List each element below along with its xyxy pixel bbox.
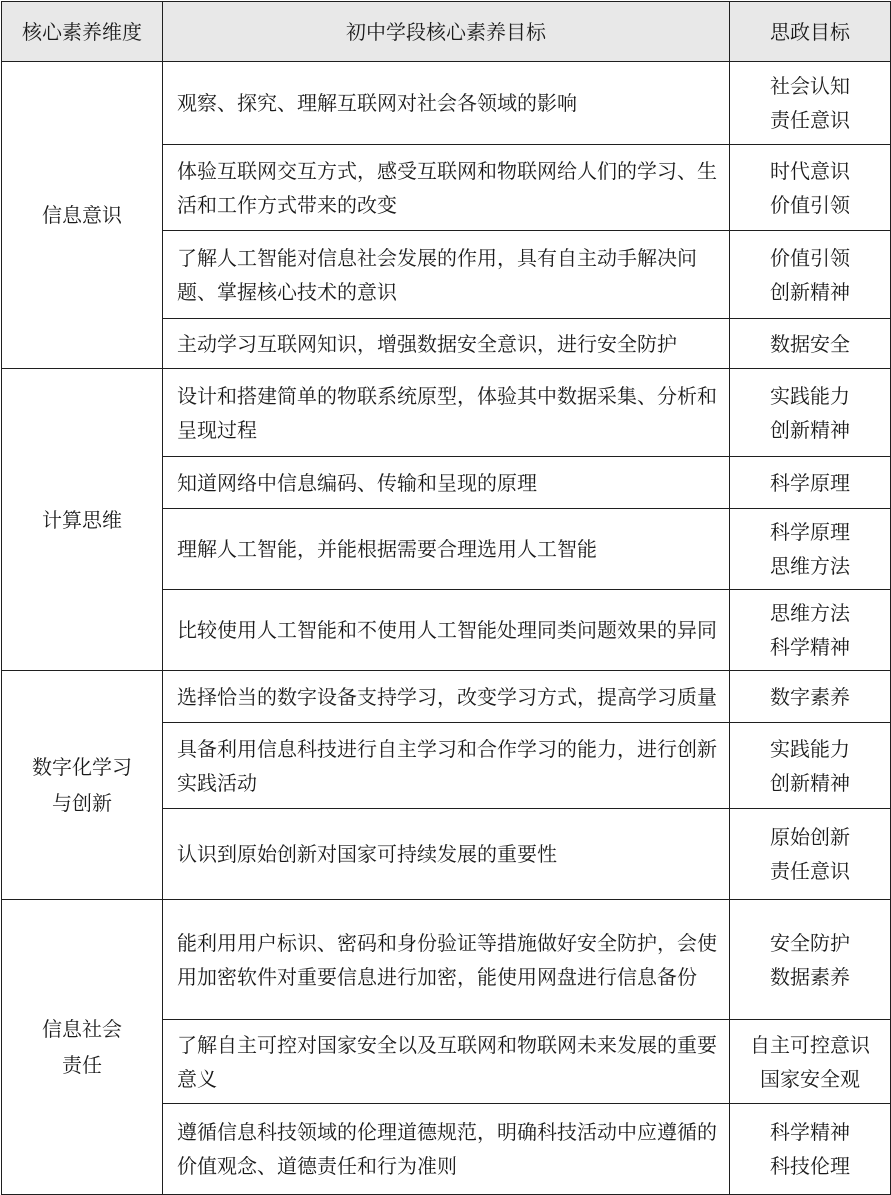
goal-cell: 认识到原始创新对国家可持续发展的重要性 bbox=[163, 809, 730, 900]
dimension-label: 信息社会 bbox=[42, 1017, 122, 1041]
dimension-cell bbox=[2, 900, 163, 1195]
sizheng-item: 实践能力 bbox=[770, 736, 850, 761]
core-literacy-table bbox=[1, 1, 891, 1195]
table-row bbox=[2, 900, 891, 1020]
sizheng-item: 价值引领 bbox=[770, 192, 850, 217]
sizheng-item: 责任意识 bbox=[770, 108, 850, 132]
sizheng-item: 安全防护 bbox=[770, 930, 850, 955]
sizheng-cell bbox=[730, 671, 891, 723]
sizheng-item: 创新精神 bbox=[770, 279, 850, 304]
sizheng-item: 数据素养 bbox=[770, 964, 850, 989]
sizheng-cell bbox=[730, 457, 891, 509]
sizheng-item: 思维方法 bbox=[770, 554, 850, 578]
goal-cell: 能利用用户标识、密码和身份验证等措施做好安全防护，会使用加密软件对重要信息进行加密，能使用网盘进行信息备份 bbox=[163, 900, 730, 1020]
sizheng-item: 创新精神 bbox=[770, 417, 850, 442]
table-row bbox=[2, 62, 891, 145]
header-row bbox=[2, 2, 891, 62]
sizheng-item: 思维方法 bbox=[770, 601, 850, 625]
goal-cell: 了解人工智能对信息社会发展的作用，具有自主动手解决问题、掌握核心技术的意识 bbox=[163, 231, 730, 319]
goal-cell: 具备利用信息科技进行自主学习和合作学习的能力，进行创新实践活动 bbox=[163, 723, 730, 809]
dimension-label: 信息意识 bbox=[42, 203, 122, 227]
goal-cell: 体验互联网交互方式，感受互联网和物联网给人们的学习、生活和工作方式带来的改变 bbox=[163, 145, 730, 231]
sizheng-cell bbox=[730, 723, 891, 809]
sizheng-item: 原始创新 bbox=[770, 825, 850, 849]
table-row bbox=[2, 671, 891, 723]
sizheng-cell bbox=[730, 590, 891, 671]
header-sizheng: 思政目标 bbox=[730, 2, 891, 62]
sizheng-cell bbox=[730, 509, 891, 590]
sizheng-item: 社会认知 bbox=[770, 74, 850, 98]
goal-cell: 理解人工智能，并能根据需要合理选用人工智能 bbox=[163, 509, 730, 590]
goal-cell: 比较使用人工智能和不使用人工智能处理同类问题效果的异同 bbox=[163, 590, 730, 671]
dimension-label: 数字化学习 bbox=[32, 755, 132, 779]
sizheng-item: 科学原理 bbox=[770, 470, 850, 495]
goal-cell: 主动学习互联网知识，增强数据安全意识，进行安全防护 bbox=[163, 319, 730, 369]
goal-cell: 观察、探究、理解互联网对社会各领域的影响 bbox=[163, 62, 730, 145]
dimension-cell bbox=[2, 62, 163, 369]
sizheng-item: 创新精神 bbox=[770, 770, 850, 795]
sizheng-cell bbox=[730, 1104, 891, 1195]
sizheng-item: 数字素养 bbox=[770, 684, 850, 709]
dimension-cell bbox=[2, 671, 163, 900]
header-goal: 初中学段核心素养目标 bbox=[163, 2, 730, 62]
sizheng-cell bbox=[730, 145, 891, 231]
sizheng-cell bbox=[730, 62, 891, 145]
sizheng-cell bbox=[730, 231, 891, 319]
sizheng-item: 数据安全 bbox=[770, 331, 850, 356]
dimension-label: 责任 bbox=[62, 1053, 102, 1077]
goal-cell: 遵循信息科技领域的伦理道德规范，明确科技活动中应遵循的价值观念、道德责任和行为准则 bbox=[163, 1104, 730, 1195]
sizheng-item: 国家安全观 bbox=[760, 1066, 860, 1091]
dimension-label: 与创新 bbox=[52, 791, 112, 815]
sizheng-item: 科学精神 bbox=[770, 1120, 850, 1144]
sizheng-cell bbox=[730, 369, 891, 457]
sizheng-cell bbox=[730, 1020, 891, 1104]
dimension-label: 计算思维 bbox=[42, 507, 122, 532]
goal-cell: 选择恰当的数字设备支持学习，改变学习方式，提高学习质量 bbox=[163, 671, 730, 723]
sizheng-cell bbox=[730, 319, 891, 369]
goal-cell: 知道网络中信息编码、传输和呈现的原理 bbox=[163, 457, 730, 509]
goal-cell: 了解自主可控对国家安全以及互联网和物联网未来发展的重要意义 bbox=[163, 1020, 730, 1104]
header-dimension: 核心素养维度 bbox=[2, 2, 163, 62]
sizheng-item: 科学精神 bbox=[770, 635, 850, 659]
sizheng-item: 实践能力 bbox=[770, 383, 850, 408]
sizheng-cell bbox=[730, 809, 891, 900]
sizheng-item: 责任意识 bbox=[770, 859, 850, 883]
sizheng-item: 科技伦理 bbox=[770, 1154, 850, 1178]
sizheng-item: 价值引领 bbox=[770, 245, 850, 270]
sizheng-item: 时代意识 bbox=[770, 158, 850, 183]
goal-cell: 设计和搭建简单的物联系统原型，体验其中数据采集、分析和呈现过程 bbox=[163, 369, 730, 457]
sizheng-item: 科学原理 bbox=[770, 520, 850, 544]
table-row bbox=[2, 369, 891, 457]
sizheng-item: 自主可控意识 bbox=[750, 1032, 870, 1057]
dimension-cell bbox=[2, 369, 163, 671]
sizheng-cell bbox=[730, 900, 891, 1020]
